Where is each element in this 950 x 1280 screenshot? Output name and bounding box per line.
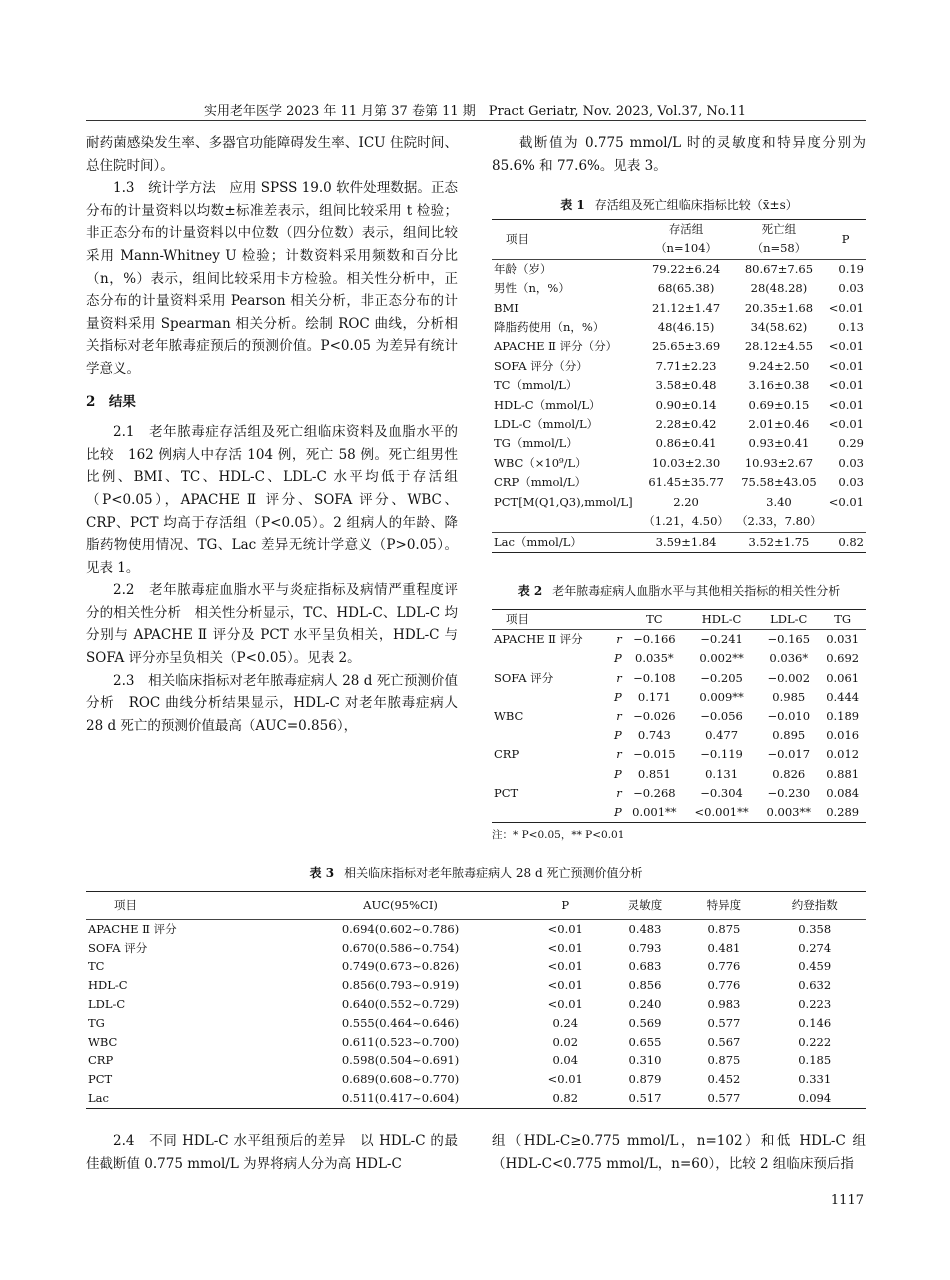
- cell: 7.71±2.23: [655, 358, 717, 373]
- cell: 3.40: [766, 494, 792, 509]
- cell: 0.003**: [766, 805, 811, 820]
- cell: BMI: [494, 300, 519, 315]
- cell: CRP（mmol/L）: [494, 475, 587, 490]
- cell: 3.59±1.84: [655, 534, 717, 549]
- cell: TC（mmol/L）: [494, 378, 578, 393]
- column-header: [609, 610, 624, 630]
- table-row: [86, 1014, 866, 1033]
- cell: APACHE Ⅱ 评分: [88, 921, 177, 936]
- cell: −0.166: [633, 632, 676, 647]
- cell: 0.749(0.673~0.826): [341, 959, 460, 974]
- cell: P: [614, 728, 622, 743]
- cell: −0.268: [633, 785, 676, 800]
- cell: 0.481: [707, 940, 741, 955]
- cell: <0.01: [828, 417, 864, 432]
- table-1-caption: [492, 196, 866, 213]
- cell: −0.010: [767, 709, 811, 724]
- cell: 0.009**: [699, 689, 744, 704]
- column-header: HDL-C: [685, 610, 758, 630]
- cell: r: [616, 709, 622, 724]
- cell: 80.67±7.65: [744, 261, 814, 276]
- table-row: [492, 745, 866, 764]
- table-row: [86, 1051, 866, 1070]
- cell: 0.577: [707, 1090, 741, 1105]
- cell: <0.01: [828, 339, 864, 354]
- table-3-header: [86, 892, 866, 920]
- table-row: [492, 454, 866, 473]
- cell: 0.69±0.15: [748, 397, 810, 412]
- cell: 0.670(0.586~0.754): [341, 940, 460, 955]
- section-2-4: 2.4 不同 HDL-C 水平组预后的差异 以 HDL-C 的最佳截断值 0.775 mmol/L 为界将病人分为高 HDL-C: [86, 1133, 458, 1172]
- cell: 0.82: [552, 1090, 579, 1105]
- cell: WBC: [88, 1034, 118, 1049]
- cell: 男性（n，%）: [494, 281, 570, 296]
- cell: 0.084: [826, 785, 860, 800]
- cell: −0.017: [767, 747, 811, 762]
- table-row: [492, 299, 866, 318]
- table-row: [492, 434, 866, 453]
- table-1-label: 表 1: [560, 198, 585, 212]
- table-2-caption: [492, 582, 866, 599]
- cell: [492, 803, 609, 823]
- table-2-header: [492, 610, 866, 630]
- table-row: [492, 493, 866, 512]
- cell: 0.274: [798, 940, 832, 955]
- table-row: [492, 707, 866, 726]
- column-header: LDL-C: [758, 610, 819, 630]
- cell: P: [614, 766, 622, 781]
- cell: P: [614, 805, 622, 820]
- table-row: [492, 415, 866, 434]
- cell: <0.01: [828, 397, 864, 412]
- cell: Lac（mmol/L）: [494, 534, 582, 549]
- table-row: [492, 803, 866, 823]
- cell: −0.026: [633, 709, 676, 724]
- column-header: 特异度: [684, 892, 763, 920]
- cell: P: [614, 651, 622, 666]
- cell: 0.694(0.602~0.786): [341, 921, 460, 936]
- bottom-right-text: [492, 1130, 866, 1175]
- header-text: 死亡组: [761, 222, 797, 236]
- cell: （1.21，4.50）: [640, 512, 733, 532]
- cell: 48(46.15): [657, 320, 715, 335]
- cell: P: [614, 689, 622, 704]
- header-text: 存活组: [668, 222, 704, 236]
- cell: HDL-C: [88, 978, 128, 993]
- cell: APACHE Ⅱ 评分: [494, 632, 583, 647]
- cell: 34(58.62): [750, 320, 808, 335]
- cell: APACHE Ⅱ 评分（分）: [494, 339, 618, 354]
- cell: 0.146: [798, 1015, 832, 1030]
- table-row: [86, 957, 866, 976]
- cell: 0.856(0.793~0.919): [341, 978, 460, 993]
- cell: 2.01±0.46: [748, 417, 810, 432]
- table-row: [492, 649, 866, 668]
- cell: 0.569: [628, 1015, 662, 1030]
- cell: CRP: [494, 747, 520, 762]
- cell: 0.310: [628, 1053, 662, 1068]
- cell: 25.65±3.69: [651, 339, 721, 354]
- cell: 0.776: [707, 959, 741, 974]
- cell: 0.13: [838, 320, 864, 335]
- cell: <0.01: [828, 494, 864, 509]
- cell: 0.459: [798, 959, 832, 974]
- cell: 21.12±1.47: [651, 300, 721, 315]
- cell: LDL-C: [88, 996, 126, 1011]
- cell: <0.01: [547, 940, 583, 955]
- cell: 年龄（岁）: [494, 261, 552, 276]
- table-row: [492, 512, 866, 532]
- cell: <0.001**: [694, 805, 749, 820]
- cell: PCT[M(Q1,Q3),mmol/L]: [494, 494, 633, 509]
- cell: Lac: [88, 1090, 109, 1105]
- cell: −0.230: [767, 785, 811, 800]
- cell: 0.189: [826, 709, 860, 724]
- cell: 0.358: [798, 921, 832, 936]
- cell: 0.875: [707, 921, 741, 936]
- header-rule: [86, 120, 866, 121]
- cell: <0.01: [828, 378, 864, 393]
- section-2-4-continued: 组（HDL-C≥0.775 mmol/L，n=102）和低 HDL-C 组（HDL-C<0.775 mmol/L，n=60），比较 2 组临床预后指: [492, 1133, 866, 1172]
- cell: WBC: [494, 709, 524, 724]
- table-3-caption: [86, 864, 866, 881]
- cell: 68(65.38): [657, 281, 715, 296]
- table-row: [86, 1070, 866, 1089]
- column-header: 项目: [492, 610, 609, 630]
- table-1-col-death: [733, 220, 826, 260]
- table-row: [492, 532, 866, 552]
- cell: r: [616, 632, 622, 647]
- table-row: [492, 726, 866, 745]
- cell: （2.33，7.80）: [733, 512, 826, 532]
- cell: 0.517: [628, 1090, 662, 1105]
- table-1-col-p: P: [825, 220, 866, 260]
- cell: 0.90±0.14: [655, 397, 717, 412]
- table-row: [492, 279, 866, 298]
- cell: 0.04: [552, 1053, 579, 1068]
- cell: 0.035*: [635, 651, 674, 666]
- cell: 0.851: [637, 766, 671, 781]
- cell: 0.879: [628, 1072, 662, 1087]
- cell: 0.223: [798, 996, 832, 1011]
- cell: LDL-C（mmol/L）: [494, 417, 599, 432]
- paragraph-continued: 耐药菌感染发生率、多器官功能障碍发生率、ICU 住院时间、总住院时间）。: [86, 135, 458, 174]
- section-1-3: 1.3 统计学方法 应用 SPSS 19.0 软件处理数据。正态分布的计量资料以均数±标准差表示，组间比较采用 t 检验；非正态分布的计量资料以中位数（四分位数）表示，组间比较采用 Mann-Whitney U 检验；计数资料采用频数和百分比（n，%）表示，组间比较采用卡方检验。相关性分析中，正态分布的计量资料采用 Pearson 相关分析，非正态分布的计量资料采用 Spearman 相关分析。绘制 ROC 曲线，分析相关指标对老年脓毒症预后的预测价值。P<0.05 为差异有统计学意义。: [86, 180, 458, 377]
- column-header: 灵敏度: [606, 892, 685, 920]
- column-header: 项目: [86, 892, 276, 920]
- cell: HDL-C（mmol/L）: [494, 397, 601, 412]
- cell: 0.02: [552, 1034, 579, 1049]
- column-header: P: [525, 892, 606, 920]
- cell: 0.03: [838, 475, 864, 490]
- cell: [492, 726, 609, 745]
- cell: 75.58±43.05: [741, 475, 817, 490]
- table-2-grid: [492, 609, 866, 823]
- left-column: [86, 132, 458, 737]
- cell: 0.331: [798, 1072, 832, 1087]
- table-2-note: 注：* P<0.05，** P<0.01: [492, 829, 625, 842]
- cell: 0.031: [826, 632, 860, 647]
- cell: 0.289: [826, 805, 860, 820]
- cell: 0.444: [826, 689, 860, 704]
- cell: −0.108: [633, 670, 676, 685]
- cell: SOFA 评分（分）: [494, 358, 588, 373]
- section-2-3: 2.3 相关临床指标对老年脓毒症病人 28 d 死亡预测价值分析 ROC 曲线分析结果显示，HDL-C 对老年脓毒症病人 28 d 死亡的预测价值最高（AUC=0.856），: [86, 672, 458, 734]
- table-1-header: [492, 220, 866, 260]
- table-1-col-item: 项目: [492, 220, 640, 260]
- cell: <0.01: [547, 959, 583, 974]
- table-row: [86, 1089, 866, 1108]
- cell: −0.304: [700, 785, 743, 800]
- cell: r: [616, 747, 622, 762]
- header-text: （n=104）: [655, 241, 718, 256]
- table-3-grid: [86, 891, 866, 1109]
- cell: 0.131: [705, 766, 739, 781]
- table-row: [86, 976, 866, 995]
- table-row: [86, 919, 866, 938]
- cell: [492, 649, 609, 668]
- cell: 0.567: [707, 1034, 741, 1049]
- cell: 2.20: [673, 494, 699, 509]
- bottom-left-text: [86, 1130, 458, 1175]
- cell: 0.094: [798, 1090, 832, 1105]
- cell: 0.856: [628, 978, 662, 993]
- cell: 0.012: [826, 747, 860, 762]
- section-heading-results: 2 结果: [86, 393, 136, 410]
- cell: −0.241: [700, 632, 743, 647]
- cell: 0.240: [628, 996, 662, 1011]
- table-1-grid: [492, 219, 866, 553]
- cell: 28.12±4.55: [744, 339, 814, 354]
- table-1-col-survive: [640, 220, 733, 260]
- table-2-title: 老年脓毒症病人血脂水平与其他相关指标的相关性分析: [552, 584, 841, 598]
- cell: 0.985: [772, 689, 806, 704]
- cell: 0.983: [707, 996, 741, 1011]
- cell: 0.881: [826, 766, 860, 781]
- cell: SOFA 评分: [494, 670, 554, 685]
- cell: 79.22±6.24: [651, 261, 721, 276]
- table-row: [492, 784, 866, 803]
- cell: 0.03: [838, 455, 864, 470]
- cell: PCT: [494, 785, 519, 800]
- cell: TC: [88, 959, 105, 974]
- cell: r: [616, 670, 622, 685]
- cell: 0.655: [628, 1034, 662, 1049]
- cell: TG: [88, 1015, 105, 1030]
- cell: 10.03±2.30: [651, 455, 721, 470]
- cell: <0.01: [547, 996, 583, 1011]
- table-row: [492, 688, 866, 707]
- cell: PCT: [88, 1072, 113, 1087]
- table-row: [86, 939, 866, 958]
- cell: 10.93±2.67: [744, 455, 814, 470]
- cell: [492, 512, 640, 532]
- table-row: [492, 630, 866, 650]
- cell: TG（mmol/L）: [494, 436, 578, 451]
- cell: 28(48.28): [750, 281, 808, 296]
- table-2-label: 表 2: [517, 584, 543, 598]
- cell: 0.82: [838, 534, 864, 549]
- table-row: [492, 376, 866, 395]
- table-3-title: 相关临床指标对老年脓毒症病人 28 d 死亡预测价值分析: [344, 866, 643, 880]
- page-number: 1117: [830, 1193, 864, 1208]
- cell: 0.692: [826, 651, 860, 666]
- right-column: [492, 132, 866, 177]
- cell: 0.24: [552, 1015, 579, 1030]
- cell: [492, 765, 609, 784]
- table-1-title: 存活组及死亡组临床指标比较（x̄±s）: [594, 198, 798, 212]
- cell: −0.165: [767, 632, 811, 647]
- cell: 0.001**: [632, 805, 677, 820]
- cell: 3.52±1.75: [748, 534, 810, 549]
- cell: 0.19: [838, 261, 864, 276]
- cell: [825, 512, 866, 532]
- cell: −0.119: [700, 747, 743, 762]
- table-row: [492, 337, 866, 356]
- cell: 0.016: [826, 728, 860, 743]
- section-2-2: 2.2 老年脓毒症血脂水平与炎症指标及病情严重程度评分的相关性分析 相关性分析显示，TC、HDL-C、LDL-C 均分别与 APACHE Ⅱ 评分及 PCT 水平呈负相关，HDL-C 与 SOFA 评分亦呈负相关（P<0.05）。见表 2。: [86, 582, 458, 667]
- cell: 0.171: [637, 689, 671, 704]
- cell: −0.015: [633, 747, 676, 762]
- table-row: [492, 318, 866, 337]
- cell: <0.01: [547, 921, 583, 936]
- running-header: 实用老年医学 2023 年 11 月第 37 卷第 11 期 Pract Geriatr, Nov. 2023, Vol.37, No.11: [204, 104, 746, 119]
- cell: −0.205: [700, 670, 743, 685]
- cell: 61.45±35.77: [648, 475, 724, 490]
- table-row: [492, 259, 866, 279]
- table-3: [86, 864, 866, 1109]
- table-row: [492, 473, 866, 492]
- column-header: 约登指数: [763, 892, 866, 920]
- cell: 0.93±0.41: [748, 436, 810, 451]
- table-row: [492, 765, 866, 784]
- cell: 0.826: [772, 766, 806, 781]
- cell: 0.577: [707, 1015, 741, 1030]
- cell: 3.58±0.48: [655, 378, 717, 393]
- cell: <0.01: [828, 300, 864, 315]
- cell: 0.611(0.523~0.700): [341, 1034, 460, 1049]
- cell: 降脂药使用（n，%）: [494, 320, 605, 335]
- column-header: TC: [624, 610, 685, 630]
- cell: 0.061: [826, 670, 860, 685]
- cell: 0.689(0.608~0.770): [341, 1072, 460, 1087]
- cell: 0.036*: [769, 651, 809, 666]
- cell: CRP: [88, 1053, 114, 1068]
- cell: WBC（×10⁹/L）: [494, 455, 587, 470]
- section-2-1: 2.1 老年脓毒症存活组及死亡组临床资料及血脂水平的比较 162 例病人中存活 104 例，死亡 58 例。死亡组男性比例、BMI、TC、HDL-C、LDL-C 水平均低于存活组（P<0.05），APACHE Ⅱ 评分、SOFA 评分、WBC、CRP、PCT 均高于存活组（P<0.05）。2 组病人的年龄、降脂药物使用情况、TG、Lac 差异无统计学意义（P>0.05）。见表 1。: [86, 424, 458, 576]
- cell: 0.29: [838, 436, 864, 451]
- cell: <0.01: [547, 1072, 583, 1087]
- cell: 0.875: [707, 1053, 741, 1068]
- cell: 0.683: [628, 959, 662, 974]
- cell: 0.002**: [699, 651, 744, 666]
- table-row: [86, 1033, 866, 1052]
- cell: 0.86±0.41: [655, 436, 717, 451]
- cell: 0.640(0.552~0.729): [341, 996, 460, 1011]
- cell: 2.28±0.42: [655, 417, 717, 432]
- cell: 3.16±0.38: [748, 378, 810, 393]
- cell: 20.35±1.68: [744, 300, 814, 315]
- cell: −0.056: [700, 709, 743, 724]
- cell: 0.477: [705, 728, 739, 743]
- column-header: TG: [819, 610, 866, 630]
- table-3-label: 表 3: [309, 866, 335, 880]
- table-2: [492, 582, 866, 842]
- cell: 0.511(0.417~0.604): [341, 1090, 460, 1105]
- cell: −0.002: [767, 670, 811, 685]
- cell: 0.598(0.504~0.691): [341, 1053, 460, 1068]
- cell: 0.793: [628, 940, 662, 955]
- table-1: [492, 196, 866, 553]
- cell: 9.24±2.50: [748, 358, 810, 373]
- cell: r: [616, 785, 622, 800]
- table-row: [86, 995, 866, 1014]
- cell: 0.222: [798, 1034, 832, 1049]
- cell: 0.743: [637, 728, 671, 743]
- cell: <0.01: [828, 358, 864, 373]
- cell: 0.632: [798, 978, 832, 993]
- header-text: （n=58）: [751, 241, 807, 256]
- cell: [492, 688, 609, 707]
- cell: 0.776: [707, 978, 741, 993]
- table-row: [492, 669, 866, 688]
- cell: 0.483: [628, 921, 662, 936]
- cell: <0.01: [547, 978, 583, 993]
- paragraph-cutoff: 截断值为 0.775 mmol/L 时的灵敏度和特异度分别为 85.6% 和 77.6%。见表 3。: [492, 135, 866, 174]
- cell: SOFA 评分: [88, 940, 148, 955]
- column-header: AUC(95%CI): [276, 892, 525, 920]
- cell: 0.452: [707, 1072, 741, 1087]
- table-row: [492, 396, 866, 415]
- cell: 0.185: [798, 1053, 832, 1068]
- cell: 0.895: [772, 728, 806, 743]
- cell: 0.555(0.464~0.646): [341, 1015, 460, 1030]
- table-row: [492, 357, 866, 376]
- cell: 0.03: [838, 281, 864, 296]
